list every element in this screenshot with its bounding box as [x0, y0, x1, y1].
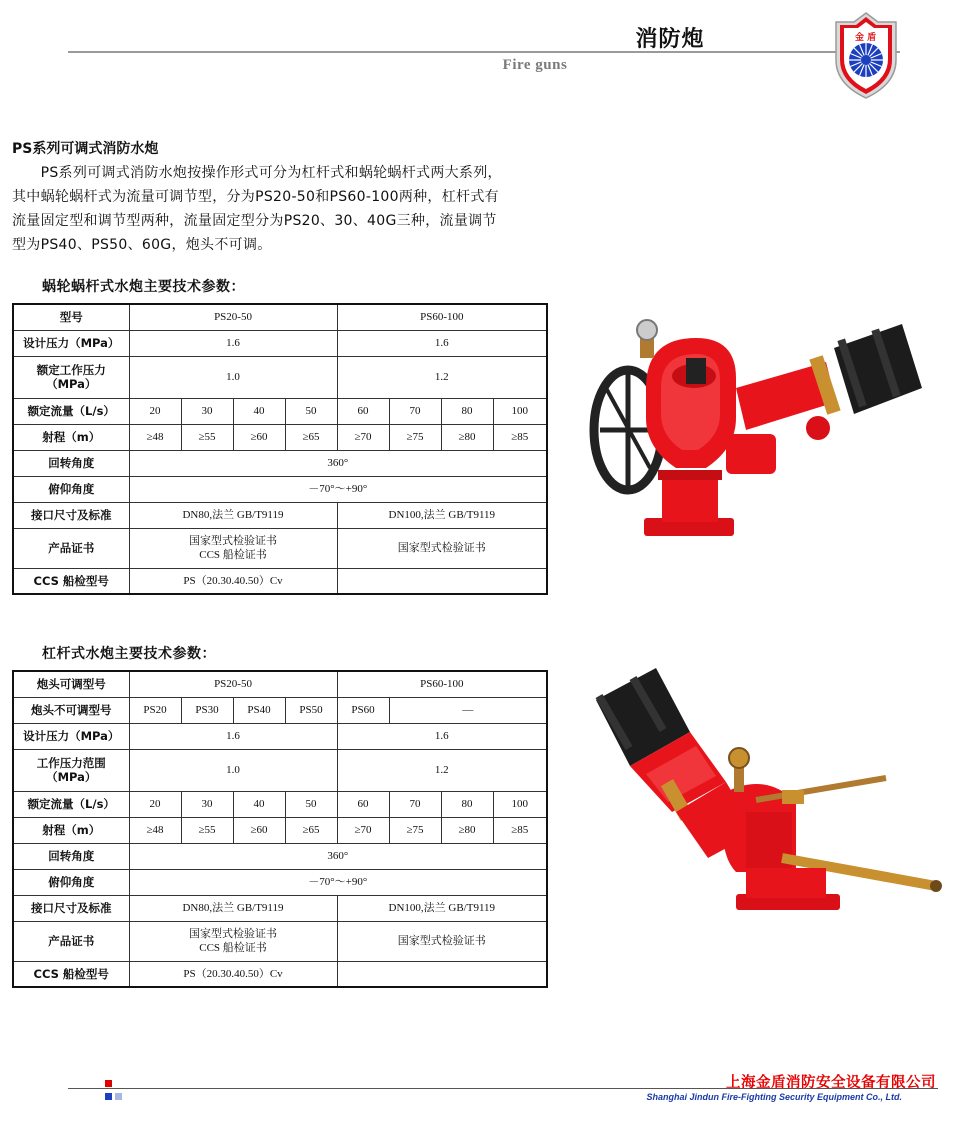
cell: 60	[337, 791, 389, 817]
row-label: 射程（m）	[13, 424, 129, 450]
footer-square-lightblue	[115, 1093, 122, 1100]
cell: 1.0	[129, 356, 337, 398]
cell: 1.2	[337, 356, 547, 398]
cell: 1.6	[337, 330, 547, 356]
cell: 80	[441, 398, 493, 424]
cell: 50	[285, 791, 337, 817]
cell: PS20-50	[129, 671, 337, 697]
table-row	[13, 476, 547, 502]
cell: PS30	[181, 697, 233, 723]
table-row	[13, 671, 547, 697]
row-label: 额定工作压力（MPa）	[13, 356, 129, 398]
cell	[129, 528, 337, 568]
cell: 40	[233, 398, 285, 424]
cell-line: CCS 船检证书	[199, 549, 267, 561]
section-title: PS系列可调式消防水炮	[12, 141, 159, 157]
table-row	[13, 749, 547, 791]
row-label: 俯仰角度	[13, 476, 129, 502]
footer-square-red	[105, 1080, 112, 1087]
row-label: CCS 船检型号	[13, 961, 129, 987]
table-row	[13, 330, 547, 356]
intro-line: 其中蜗轮蜗杆式为流量可调节型，分为PS20-50和PS60-100两种，杠杆式有	[12, 189, 499, 205]
cell: 20	[129, 791, 181, 817]
cell: 100	[493, 791, 547, 817]
cell: ≥48	[129, 817, 181, 843]
row-label: 炮头不可调型号	[13, 697, 129, 723]
cell: PS60	[337, 697, 389, 723]
cell-line: 国家型式检验证书	[189, 535, 278, 547]
worm-gear-spec-table	[12, 303, 548, 595]
cell: 国家型式检验证书	[337, 528, 547, 568]
cell: PS60-100	[337, 304, 547, 330]
table-row	[13, 697, 547, 723]
table1-heading: 蜗轮蜗杆式水炮主要技术参数：	[42, 279, 245, 295]
cell: DN80,法兰 GB/T9119	[129, 895, 337, 921]
row-label: 型号	[13, 304, 129, 330]
row-label: 回转角度	[13, 450, 129, 476]
logo-text: 金 盾	[855, 33, 877, 43]
cell: 1.6	[129, 330, 337, 356]
cell: 60	[337, 398, 389, 424]
table-row	[13, 817, 547, 843]
table2-heading: 杠杆式水炮主要技术参数：	[42, 646, 216, 662]
row-label: 产品证书	[13, 528, 129, 568]
row-label: 设计压力（MPa）	[13, 330, 129, 356]
cell: ≥60	[233, 424, 285, 450]
table-row	[13, 528, 547, 568]
row-label: 额定流量（L/s）	[13, 791, 129, 817]
cell: ≥75	[389, 817, 441, 843]
table-row	[13, 568, 547, 594]
cell: PS50	[285, 697, 337, 723]
cell: 1.0	[129, 749, 337, 791]
table-row	[13, 304, 547, 330]
table-row	[13, 961, 547, 987]
row-label: 设计压力（MPa）	[13, 723, 129, 749]
cell: 360°	[129, 843, 547, 869]
cell: ≥65	[285, 424, 337, 450]
cell: －70°～+90°	[129, 869, 547, 895]
intro-line: 流量固定型和调节型两种，流量固定型分为PS20、30、40G三种，流量调节	[12, 213, 497, 229]
intro-line: PS系列可调式消防水炮按操作形式可分为杠杆式和蜗轮蜗杆式两大系列，	[12, 165, 502, 181]
table-row	[13, 356, 547, 398]
table-row	[13, 869, 547, 895]
cell: DN80,法兰 GB/T9119	[129, 502, 337, 528]
row-label: 俯仰角度	[13, 869, 129, 895]
cell: 360°	[129, 450, 547, 476]
cell: ≥85	[493, 817, 547, 843]
cell: 40	[233, 791, 285, 817]
cell: 100	[493, 398, 547, 424]
cell: PS20	[129, 697, 181, 723]
table-row	[13, 895, 547, 921]
cell: ≥85	[493, 424, 547, 450]
cell: 1.6	[337, 723, 547, 749]
intro-paragraph	[12, 161, 572, 257]
table-row	[13, 791, 547, 817]
row-label: 接口尺寸及标准	[13, 895, 129, 921]
cell: ≥48	[129, 424, 181, 450]
cell: PS（20.30.40.50）Cv	[129, 961, 337, 987]
intro-line: 型为PS40、PS50、60G，炮头不可调。	[12, 237, 272, 253]
cell: ≥75	[389, 424, 441, 450]
header-rule	[68, 51, 900, 53]
table-row	[13, 424, 547, 450]
worm-gear-fire-gun-image	[586, 318, 948, 554]
cell: ≥60	[233, 817, 285, 843]
row-label: 回转角度	[13, 843, 129, 869]
cell: DN100,法兰 GB/T9119	[337, 895, 547, 921]
cell: －70°～+90°	[129, 476, 547, 502]
lever-fire-gun-image	[586, 662, 948, 924]
page-subtitle: Fire guns	[502, 57, 568, 73]
cell: 50	[285, 398, 337, 424]
cell: 国家型式检验证书	[337, 921, 547, 961]
cell-line: CCS 船检证书	[199, 942, 267, 954]
row-label: 炮头可调型号	[13, 671, 129, 697]
cell: PS40	[233, 697, 285, 723]
cell: 30	[181, 398, 233, 424]
cell-line: 国家型式检验证书	[189, 928, 278, 940]
cell: ≥55	[181, 424, 233, 450]
row-label: 额定流量（L/s）	[13, 398, 129, 424]
cell: PS（20.30.40.50）Cv	[129, 568, 337, 594]
cell: 1.6	[129, 723, 337, 749]
cell	[129, 921, 337, 961]
cell: 20	[129, 398, 181, 424]
cell: ≥55	[181, 817, 233, 843]
company-logo	[830, 10, 902, 102]
table-row	[13, 921, 547, 961]
row-label: 接口尺寸及标准	[13, 502, 129, 528]
cell: —	[389, 697, 547, 723]
row-label: 射程（m）	[13, 817, 129, 843]
cell: 30	[181, 791, 233, 817]
table-row	[13, 502, 547, 528]
cell: ≥70	[337, 424, 389, 450]
cell: 80	[441, 791, 493, 817]
company-name-en: Shanghai Jindun Fire-Fighting Security Equipment Co., Ltd.	[646, 1092, 902, 1102]
cell: ≥70	[337, 817, 389, 843]
cell: ≥65	[285, 817, 337, 843]
cell: ≥80	[441, 817, 493, 843]
cell: 70	[389, 398, 441, 424]
table-row	[13, 450, 547, 476]
cell: PS60-100	[337, 671, 547, 697]
cell: 1.2	[337, 749, 547, 791]
table-row	[13, 723, 547, 749]
cell: PS20-50	[129, 304, 337, 330]
page-title: 消防炮	[635, 26, 705, 52]
company-name-cn: 上海金盾消防安全设备有限公司	[726, 1075, 936, 1091]
table-row	[13, 398, 547, 424]
row-label: 产品证书	[13, 921, 129, 961]
row-label: CCS 船检型号	[13, 568, 129, 594]
cell: ≥80	[441, 424, 493, 450]
cell: 70	[389, 791, 441, 817]
lever-spec-table	[12, 670, 548, 988]
cell: DN100,法兰 GB/T9119	[337, 502, 547, 528]
cell	[337, 961, 547, 987]
footer-square-blue	[105, 1093, 112, 1100]
row-label: 工作压力范围（MPa）	[13, 749, 129, 791]
table-row	[13, 843, 547, 869]
cell	[337, 568, 547, 594]
